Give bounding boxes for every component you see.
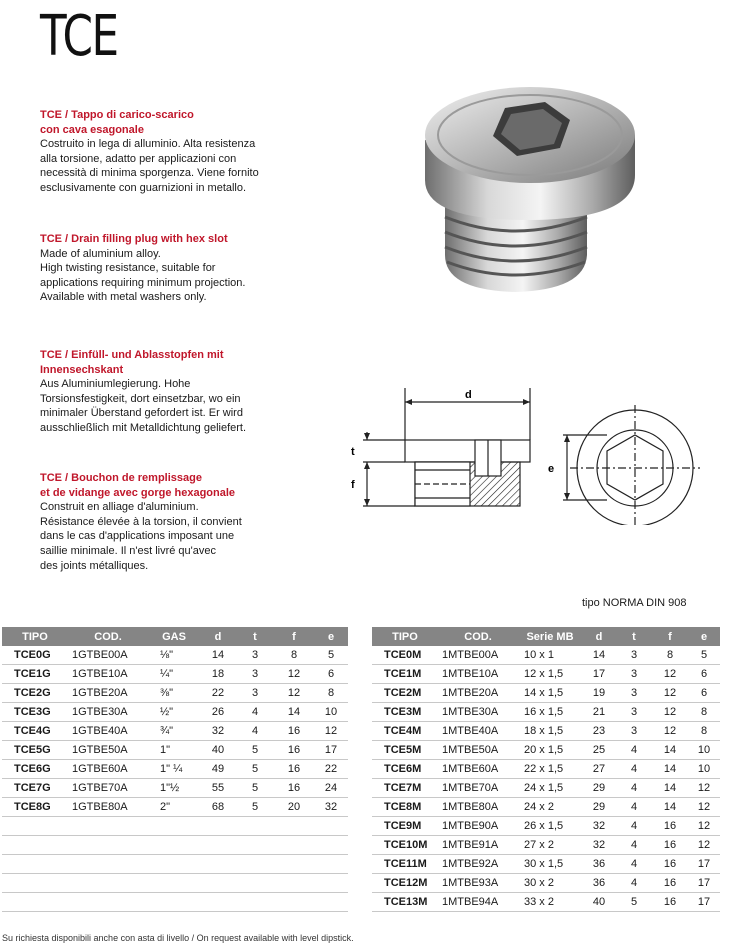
table-cell: 16 (652, 855, 688, 874)
table-cell: 14 (200, 646, 236, 665)
table-cell: 1GTBE50A (68, 741, 148, 760)
table-cell: 6 (314, 665, 348, 684)
table-cell: 14 x 1,5 (518, 684, 582, 703)
table-cell: ¾" (148, 722, 200, 741)
table-row (372, 646, 720, 665)
table-cell: 4 (236, 703, 274, 722)
table-cell: 29 (582, 798, 616, 817)
table-cell: 12 (652, 722, 688, 741)
table-cell: 12 (688, 779, 720, 798)
column-header: t (236, 627, 274, 646)
table-cell: 23 (582, 722, 616, 741)
table-cell: 5 (616, 893, 652, 912)
table-cell: 25 (582, 741, 616, 760)
column-header: d (200, 627, 236, 646)
table-cell: TCE7M (372, 779, 438, 798)
table-cell: 3 (616, 684, 652, 703)
table-cell: 12 (274, 684, 314, 703)
table-cell: 10 (688, 741, 720, 760)
table-cell: 16 (274, 760, 314, 779)
description-body: Costruito in lega di alluminio. Alta resistenza alla torsione, adatto per applicazioni con necessità di minima sporgenza. Viene fornito esclusivamente con guarnizioni in metallo. (40, 138, 259, 194)
table-cell: 1" ¼ (148, 760, 200, 779)
table-row (372, 703, 720, 722)
table-cell: 1MTBE90A (438, 817, 518, 836)
description-heading: TCE / Tappo di carico-scarico con cava esagonale (40, 109, 194, 136)
table-cell: 18 x 1,5 (518, 722, 582, 741)
table-cell: 5 (236, 760, 274, 779)
table-cell: ⅜" (148, 684, 200, 703)
table-cell: 1" (148, 741, 200, 760)
table-cell: TCE3M (372, 703, 438, 722)
table-cell: 49 (200, 760, 236, 779)
table-cell: 3 (236, 646, 274, 665)
table-cell: 21 (582, 703, 616, 722)
technical-drawing (345, 380, 730, 525)
description-en (40, 232, 302, 305)
column-header: COD. (68, 627, 148, 646)
table-cell: 55 (200, 779, 236, 798)
table-cell: 26 x 1,5 (518, 817, 582, 836)
table-cell: 12 (652, 665, 688, 684)
table-cell: ¼" (148, 665, 200, 684)
table-cell: 6 (688, 684, 720, 703)
table-cell: 1MTBE50A (438, 741, 518, 760)
table-row (372, 779, 720, 798)
empty-cell (2, 836, 348, 855)
table-row (372, 722, 720, 741)
table-cell: 1GTBE10A (68, 665, 148, 684)
table-cell: 17 (688, 874, 720, 893)
table-cell: ⅛" (148, 646, 200, 665)
table-cell: 14 (652, 779, 688, 798)
page-title: TCE (40, 4, 118, 69)
table-cell: 4 (616, 798, 652, 817)
table-cell: 1GTBE70A (68, 779, 148, 798)
table-cell: TCE12M (372, 874, 438, 893)
table-cell: 10 x 1 (518, 646, 582, 665)
table-cell: 8 (314, 684, 348, 703)
empty-cell (2, 893, 348, 912)
table-cell: TCE0M (372, 646, 438, 665)
empty-row (2, 874, 348, 893)
table-cell: 1MTBE91A (438, 836, 518, 855)
table-cell: 17 (688, 893, 720, 912)
table-cell: 16 x 1,5 (518, 703, 582, 722)
table-cell: 3 (616, 665, 652, 684)
table-cell: 16 (652, 893, 688, 912)
table-cell: 16 (652, 817, 688, 836)
table-cell: 2" (148, 798, 200, 817)
table-row (2, 646, 348, 665)
column-header: t (616, 627, 652, 646)
table-cell: 16 (274, 741, 314, 760)
table-cell: 8 (652, 646, 688, 665)
dimension-label-t: t (351, 446, 355, 458)
table-cell: 40 (200, 741, 236, 760)
table-cell: 36 (582, 855, 616, 874)
table-cell: TCE13M (372, 893, 438, 912)
table-row (2, 741, 348, 760)
description-de (40, 348, 302, 436)
table-cell: TCE6M (372, 760, 438, 779)
table-cell: 1MTBE80A (438, 798, 518, 817)
table-cell: TCE7G (2, 779, 68, 798)
table-cell: 26 (200, 703, 236, 722)
table-cell: TCE9M (372, 817, 438, 836)
column-header: f (274, 627, 314, 646)
table-row (2, 665, 348, 684)
table-cell: 1GTBE60A (68, 760, 148, 779)
table-cell: 12 x 1,5 (518, 665, 582, 684)
column-header: e (314, 627, 348, 646)
table-cell: TCE1M (372, 665, 438, 684)
table-cell: 22 (314, 760, 348, 779)
column-header: d (582, 627, 616, 646)
column-header: TIPO (2, 627, 68, 646)
metric-thread-table (372, 627, 720, 912)
table-cell: 24 x 2 (518, 798, 582, 817)
table-cell: 22 x 1,5 (518, 760, 582, 779)
table-cell: TCE5G (2, 741, 68, 760)
table-cell: 14 (582, 646, 616, 665)
empty-row (2, 893, 348, 912)
table-cell: 6 (688, 665, 720, 684)
table-cell: 5 (236, 741, 274, 760)
table-row (372, 684, 720, 703)
table-cell: 8 (688, 722, 720, 741)
table-cell: TCE2G (2, 684, 68, 703)
table-cell: 12 (688, 817, 720, 836)
table-cell: 4 (236, 722, 274, 741)
description-heading: TCE / Drain filling plug with hex slot (40, 233, 228, 245)
table-cell: 68 (200, 798, 236, 817)
table-cell: 4 (616, 760, 652, 779)
table-cell: 14 (652, 760, 688, 779)
table-cell: 24 (314, 779, 348, 798)
table-cell: 10 (688, 760, 720, 779)
table-row (2, 722, 348, 741)
table-cell: TCE4G (2, 722, 68, 741)
table-cell: 14 (274, 703, 314, 722)
table-row (2, 779, 348, 798)
table-cell: 36 (582, 874, 616, 893)
column-header: e (688, 627, 720, 646)
table-cell: 8 (274, 646, 314, 665)
table-cell: 1MTBE93A (438, 874, 518, 893)
table-cell: TCE8M (372, 798, 438, 817)
table-row (372, 741, 720, 760)
table-cell: 20 (274, 798, 314, 817)
column-header: COD. (438, 627, 518, 646)
table-cell: 5 (688, 646, 720, 665)
table-row (2, 798, 348, 817)
column-header: TIPO (372, 627, 438, 646)
table-cell: 4 (616, 836, 652, 855)
table-cell: 29 (582, 779, 616, 798)
table-cell: 1GTBE00A (68, 646, 148, 665)
table-cell: 32 (582, 817, 616, 836)
table-row (372, 874, 720, 893)
table-row (2, 703, 348, 722)
table-cell: 17 (688, 855, 720, 874)
table-cell: ½" (148, 703, 200, 722)
table-cell: TCE2M (372, 684, 438, 703)
table-cell: 1MTBE70A (438, 779, 518, 798)
table-cell: 1GTBE40A (68, 722, 148, 741)
table-cell: 27 x 2 (518, 836, 582, 855)
empty-row (2, 855, 348, 874)
table-cell: 32 (582, 836, 616, 855)
table-cell: 10 (314, 703, 348, 722)
table-cell: 40 (582, 893, 616, 912)
table-cell: 22 (200, 684, 236, 703)
table-row (372, 760, 720, 779)
column-header: f (652, 627, 688, 646)
table-cell: 32 (314, 798, 348, 817)
table-row (372, 893, 720, 912)
table-cell: 1MTBE60A (438, 760, 518, 779)
description-it (40, 108, 302, 196)
column-header: GAS (148, 627, 200, 646)
table-cell: 20 x 1,5 (518, 741, 582, 760)
gas-thread-table (2, 627, 348, 912)
table-cell: TCE5M (372, 741, 438, 760)
table-cell: 1GTBE80A (68, 798, 148, 817)
table-cell: 12 (688, 798, 720, 817)
table-cell: 5 (236, 779, 274, 798)
table-cell: 16 (274, 779, 314, 798)
description-body: Construit en alliage d'aluminium. Résistance élevée à la torsion, il convient dans le cas d'applications imposant une saillie minimale. Il n'est livré qu'avec des joints métalliques. (40, 501, 242, 572)
table-cell: 17 (314, 741, 348, 760)
table-cell: 30 x 2 (518, 874, 582, 893)
table-cell: 30 x 1,5 (518, 855, 582, 874)
table-row (372, 817, 720, 836)
description-fr (40, 471, 302, 573)
table-row (372, 836, 720, 855)
table-row (2, 760, 348, 779)
table-cell: 5 (236, 798, 274, 817)
table-cell: 32 (200, 722, 236, 741)
table-cell: 1MTBE30A (438, 703, 518, 722)
table-cell: 4 (616, 874, 652, 893)
description-heading: TCE / Einfüll- und Ablasstopfen mit Innensechskant (40, 349, 224, 376)
table-cell: 12 (652, 703, 688, 722)
dimension-label-f: f (351, 479, 355, 491)
table-cell: 3 (236, 665, 274, 684)
table-cell: TCE1G (2, 665, 68, 684)
description-body: Made of aluminium alloy. High twisting resistance, suitable for applications requiring minimum projection. Available with metal washers only. (40, 247, 246, 304)
table-cell: 1MTBE20A (438, 684, 518, 703)
empty-cell (2, 817, 348, 836)
table-cell: 17 (582, 665, 616, 684)
norma-label: tipo NORMA DIN 908 (582, 597, 687, 609)
table-cell: 12 (652, 684, 688, 703)
table-cell: TCE6G (2, 760, 68, 779)
table-cell: 16 (652, 836, 688, 855)
table-row (372, 798, 720, 817)
table-cell: 8 (688, 703, 720, 722)
table-cell: 12 (314, 722, 348, 741)
dimension-label-d: d (465, 389, 472, 401)
table-cell: 1GTBE20A (68, 684, 148, 703)
table-cell: 1MTBE10A (438, 665, 518, 684)
table-cell: TCE4M (372, 722, 438, 741)
table-cell: 14 (652, 798, 688, 817)
table-cell: 4 (616, 855, 652, 874)
table-cell: 4 (616, 779, 652, 798)
table-cell: 19 (582, 684, 616, 703)
table-cell: 33 x 2 (518, 893, 582, 912)
dimension-label-e: e (548, 463, 555, 475)
table-cell: 1GTBE30A (68, 703, 148, 722)
footer-note: Su richiesta disponibili anche con asta di livello / On request available with level dipstick. (2, 933, 354, 943)
table-cell: 1"½ (148, 779, 200, 798)
table-cell: TCE0G (2, 646, 68, 665)
table-cell: TCE11M (372, 855, 438, 874)
empty-cell (2, 874, 348, 893)
table-cell: 3 (236, 684, 274, 703)
product-photo (405, 80, 665, 300)
table-row (2, 684, 348, 703)
empty-row (2, 836, 348, 855)
table-cell: 3 (616, 703, 652, 722)
table-cell: 16 (652, 874, 688, 893)
table-cell: 1MTBE40A (438, 722, 518, 741)
column-header: Serie MB (518, 627, 582, 646)
table-row (372, 855, 720, 874)
table-cell: 1MTBE94A (438, 893, 518, 912)
table-cell: TCE8G (2, 798, 68, 817)
description-heading: TCE / Bouchon de remplissage et de vidange avec gorge hexagonale (40, 472, 236, 499)
table-cell: TCE3G (2, 703, 68, 722)
table-cell: 24 x 1,5 (518, 779, 582, 798)
description-body: Aus Aluminiumlegierung. Hohe Torsionsfestigkeit, dort einsetzbar, wo ein minimaler Überstand gefordert ist. Er wird ausschließlich mit Metalldichtung geliefert. (40, 378, 247, 434)
empty-cell (2, 855, 348, 874)
table-cell: 12 (274, 665, 314, 684)
table-row (372, 665, 720, 684)
table-cell: 14 (652, 741, 688, 760)
table-cell: 16 (274, 722, 314, 741)
table-cell: 5 (314, 646, 348, 665)
table-cell: TCE10M (372, 836, 438, 855)
empty-row (2, 817, 348, 836)
table-cell: 27 (582, 760, 616, 779)
table-cell: 4 (616, 817, 652, 836)
table-cell: 18 (200, 665, 236, 684)
table-cell: 12 (688, 836, 720, 855)
table-cell: 1MTBE92A (438, 855, 518, 874)
table-cell: 4 (616, 741, 652, 760)
table-cell: 3 (616, 722, 652, 741)
table-cell: 3 (616, 646, 652, 665)
table-cell: 1MTBE00A (438, 646, 518, 665)
